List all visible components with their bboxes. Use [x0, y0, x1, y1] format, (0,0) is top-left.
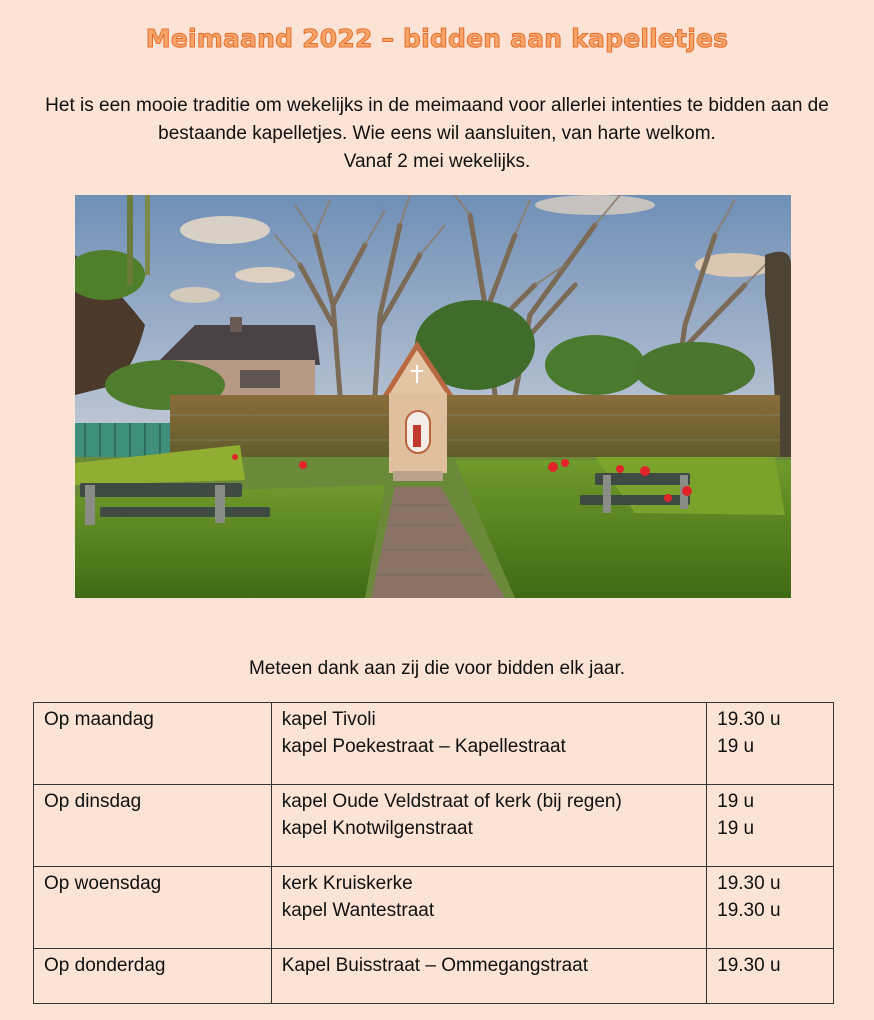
table-row: [34, 949, 834, 1004]
place-cell: [271, 703, 706, 785]
time-line: 19 u: [717, 818, 755, 839]
time-cell: [707, 867, 834, 949]
intro-line: Vanaf 2 mei wekelijks.: [343, 151, 531, 172]
place-line: Kapel Buisstraat – Ommegangstraat: [281, 955, 588, 976]
day-cell: Op donderdag: [34, 949, 272, 1004]
intro-line: bestaande kapelletjes. Wie eens wil aansluiten, van harte welkom.: [158, 123, 716, 144]
time-cell: [707, 703, 834, 785]
place-line: kapel Knotwilgenstraat: [281, 818, 473, 839]
chapel-garden-photo: [75, 195, 791, 598]
table-row: [34, 867, 834, 949]
place-line: kapel Tivoli: [281, 709, 376, 730]
time-cell: [707, 949, 834, 1004]
schedule-table: [33, 702, 834, 1004]
place-line: kapel Wantestraat: [281, 900, 435, 921]
time-line: 19 u: [717, 736, 755, 757]
day-cell: Op dinsdag: [34, 785, 272, 867]
day-cell: Op woensdag: [34, 867, 272, 949]
page-title: Meimaand 2022 – bidden aan kapelletjes: [145, 24, 729, 53]
place-cell: [271, 785, 706, 867]
intro-text: [0, 92, 874, 176]
time-line: 19.30 u: [717, 709, 781, 730]
place-line: kapel Poekestraat – Kapellestraat: [281, 736, 566, 757]
table-row: [34, 785, 834, 867]
intro-line: Het is een mooie traditie om wekelijks in de meimaand voor allerlei intenties te bidden aan de: [45, 95, 829, 116]
time-line: 19.30 u: [717, 873, 781, 894]
table-row: [34, 703, 834, 785]
place-cell: [271, 867, 706, 949]
day-cell: Op maandag: [34, 703, 272, 785]
time-cell: [707, 785, 834, 867]
place-line: kerk Kruiskerke: [281, 873, 413, 894]
time-line: 19 u: [717, 791, 755, 812]
thanks-text: Meteen dank aan zij die voor bidden elk jaar.: [248, 658, 626, 679]
place-cell: [271, 949, 706, 1004]
time-line: 19.30 u: [717, 955, 781, 976]
time-line: 19.30 u: [717, 900, 781, 921]
place-line: kapel Oude Veldstraat of kerk (bij regen): [281, 791, 622, 812]
